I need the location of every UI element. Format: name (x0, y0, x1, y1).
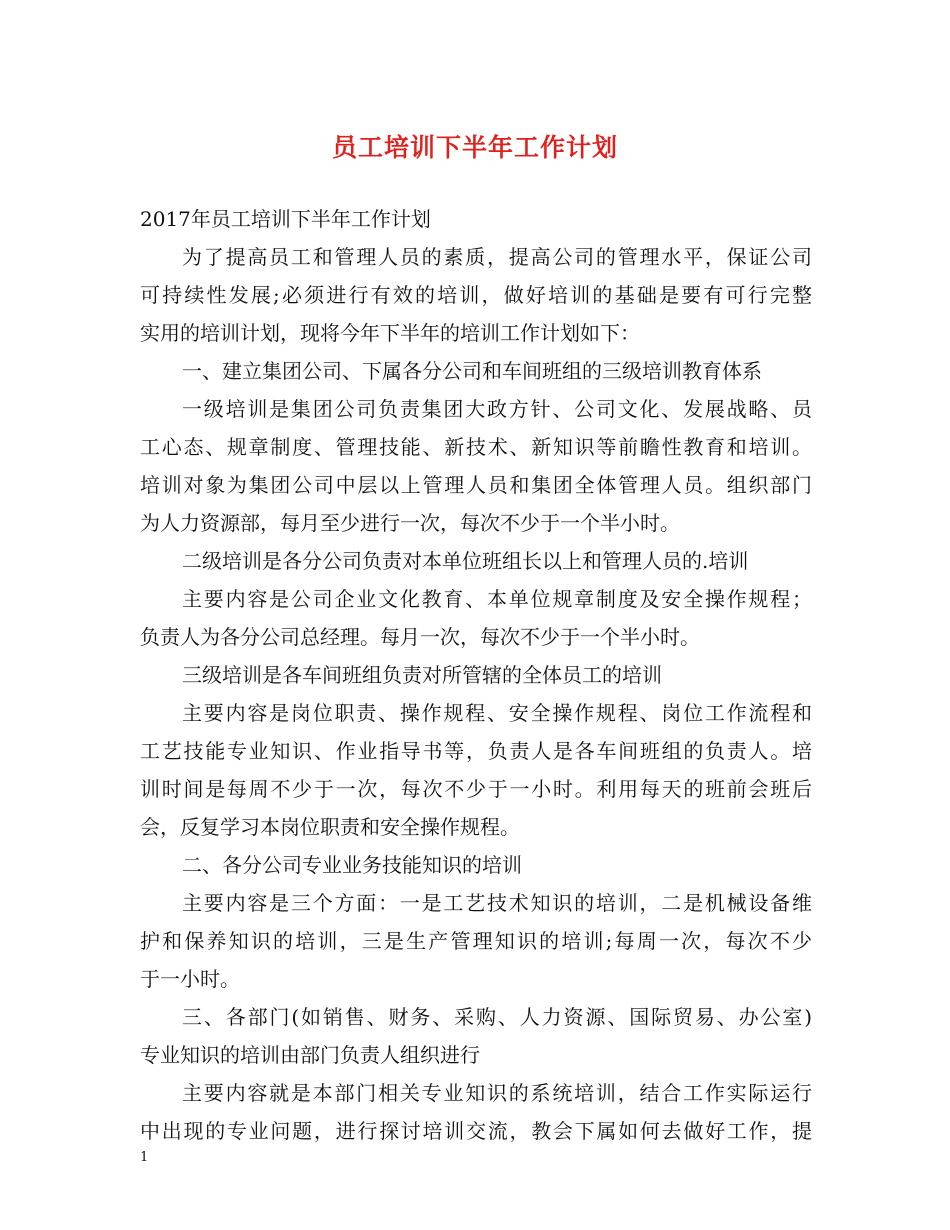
paragraph-line: 训时间是每周不少于一次，每次不少于一小时。利用每天的班前会班后 (140, 777, 812, 801)
paragraph-line: 实用的培训计划，现将今年下半年的培训工作计划如下： (140, 321, 640, 345)
paragraph-line: 主要内容是岗位职责、操作规程、安全操作规程、岗位工作流程和 (182, 701, 812, 725)
paragraph-line: 主要内容就是本部门相关专业知识的系统培训，结合工作实际运行 (182, 1081, 812, 1105)
paragraph-line: 主要内容是公司企业文化教育、本单位规章制度及安全操作规程； (182, 587, 812, 611)
paragraph-line: 工艺技能专业知识、作业指导书等，负责人是各车间班组的负责人。培 (140, 739, 812, 763)
paragraph-line: 于一小时。 (140, 967, 240, 991)
paragraph-line: 主要内容是三个方面：一是工艺技术知识的培训，二是机械设备维 (182, 891, 812, 915)
paragraph-line: 为了提高员工和管理人员的素质，提高公司的管理水平，保证公司 (182, 245, 812, 269)
page-number: 1 (140, 1150, 149, 1165)
paragraph-line: 工心态、规章制度、管理技能、新技术、新知识等前瞻性教育和培训。 (140, 435, 812, 459)
document-title: 员工培训下半年工作计划 (331, 133, 618, 162)
section-heading: 一、建立集团公司、下属各分公司和车间班组的三级培训教育体系 (182, 359, 762, 383)
section-heading: 专业知识的培训由部门负责人组织进行 (140, 1043, 480, 1067)
paragraph-line: 负责人为各分公司总经理。每月一次，每次不少于一个半小时。 (140, 625, 700, 649)
paragraph-line: 为人力资源部，每月至少进行一次，每次不少于一个半小时。 (140, 511, 680, 535)
paragraph-line: 二级培训是各分公司负责对本单位班组长以上和管理人员的.培训 (182, 549, 749, 573)
subtitle-line: 2017年员工培训下半年工作计划 (140, 207, 431, 231)
paragraph-line: 护和保养知识的培训，三是生产管理知识的培训;每周一次，每次不少 (140, 929, 812, 953)
paragraph-line: 中出现的专业问题，进行探讨培训交流，教会下属如何去做好工作，提 (140, 1119, 812, 1143)
paragraph-line: 会，反复学习本岗位职责和安全操作规程。 (140, 815, 520, 839)
paragraph-line: 培训对象为集团公司中层以上管理人员和集团全体管理人员。组织部门 (140, 473, 812, 497)
paragraph-line: 一级培训是集团公司负责集团大政方针、公司文化、发展战略、员 (182, 397, 812, 421)
section-heading: 二、各分公司专业业务技能知识的培训 (182, 853, 522, 877)
section-heading: 三、各部门(如销售、财务、采购、人力资源、国际贸易、办公室) (182, 1005, 812, 1029)
paragraph-line: 三级培训是各车间班组负责对所管辖的全体员工的培训 (182, 663, 662, 687)
document-body (140, 200, 812, 1150)
paragraph-line: 可持续性发展;必须进行有效的培训，做好培训的基础是要有可行完整 (140, 283, 812, 307)
